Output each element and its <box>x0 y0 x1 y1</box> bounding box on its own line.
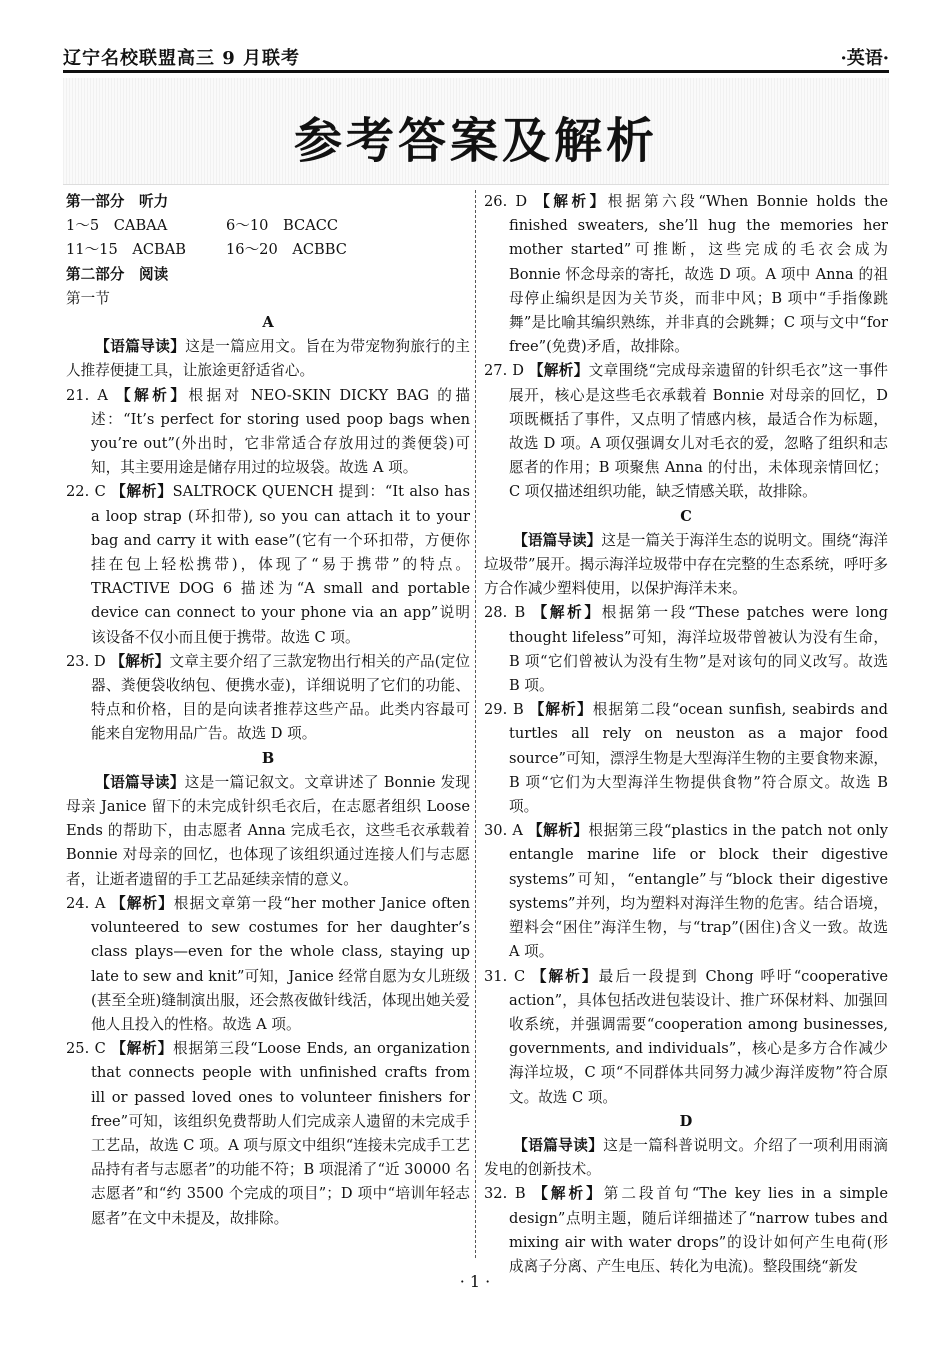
page-number: · 1 · <box>459 1272 491 1291</box>
header-rule <box>63 70 889 73</box>
q24-explanation <box>66 892 470 1037</box>
q-text: 根据第三段“Loose Ends, an organization that connects people with unfinished crafts from ill or passed loved ones to volunteer finishers for free”可知，该组织免费帮助人们完成亲人遗留的未完成手工艺品，故选 C 项。A 项与原文中组织“连接未完成手工艺品持有者与志愿者”的功能不符；B 项混淆了“近 30000 名志愿者”和“约 3500 个完成的项目”；D 项中“培训年轻志愿者”在文中未提及，故排除。 <box>91 1040 470 1227</box>
q-text: 文章围绕“完成母亲遗留的针织毛衣”这一事件展开，核心是这些毛衣承载着 Bonnie 对母亲的回忆，D 项既概括了事件，又点明了情感内核，最适合作为标题，故选 D 项。A 项仅强调女儿对毛衣的爱，忽略了组织和志愿者的作用；B 项聚焦 Anna 的付出，未体现亲情回忆；C 项仅描述组织功能，缺乏情感关联，故排除。 <box>509 362 888 501</box>
title-band <box>63 78 889 185</box>
exam-title: 辽宁名校联盟高三 9 月联考 <box>63 48 301 69</box>
q22-explanation <box>66 480 470 649</box>
analysis-tag: 【解析】 <box>533 1185 604 1203</box>
q29-explanation <box>484 698 888 819</box>
q-text: 根据对 NEO-SKIN DICKY BAG 的描述：“It’s perfect for storing used poop bags when you’re out”(外出时，它非常适合存放用过的粪便袋)可知，其主要用途是储存用过的垃圾袋。故选 A 项。 <box>91 386 470 477</box>
passage-c-letter: C <box>680 507 692 525</box>
answer-row <box>66 214 470 238</box>
passage-b-intro <box>66 771 470 892</box>
q-text: 根据第六段“When Bonnie holds the finished sweaters, she’ll hug the memories her mother started”可推断，这些完成的毛衣会成为 Bonnie 怀念母亲的寄托，故选 D 项。A 项中 Anna 的祖母停止编织是因为关节炎，而非中风；B 项中“手指像跳舞”是比喻其编织熟练，并非真的会跳舞；C 项与文中“for free”(免费)矛盾，故排除。 <box>509 193 888 356</box>
q-number: 27. D <box>484 362 529 380</box>
q-text: 根据文章第一段“her mother Janice often volunteered to sew costumes for her daughter’s class plays—even for the whole class, staying up late to sew and knit”可知，Janice 经常自愿为女儿班级(甚至全班)缝制演出服，还会熬夜做针线活，体现出她关爱他人且投入的性格。故选 A 项。 <box>91 894 470 1033</box>
analysis-tag: 【解析】 <box>110 652 170 670</box>
q-number: 30. A <box>484 822 529 840</box>
q-text: 根据第三段“plastics in the patch not only entangle marine life or block their digestive systems”可知，“entangle”与“block their digestive systems”并列，均为塑料对海洋生物的危害。结合语境，塑料会“困住”海洋生物，与“trap”(困住)含义一致。故选 A 项。 <box>509 822 888 961</box>
q-number: 25. C <box>66 1040 112 1058</box>
intro-tag: 【语篇导读】 <box>513 531 602 549</box>
analysis-tag: 【解析】 <box>528 362 589 380</box>
section2-heading: 第二部分 阅读 <box>66 265 169 283</box>
answer-range: 6～10 BCACC <box>226 217 339 235</box>
q-number: 31. C <box>484 967 532 985</box>
passage-a-intro <box>66 335 470 383</box>
q-number: 23. D <box>66 652 111 670</box>
passage-b-letter: B <box>261 749 275 767</box>
analysis-tag: 【解析】 <box>111 894 174 912</box>
intro-text: 这是一篇应用文。旨在为带宠物狗旅行的主人推荐便捷工具，让旅途更舒适省心。 <box>66 338 470 380</box>
page-header <box>63 44 889 70</box>
passage-d-letter: D <box>679 1112 693 1130</box>
q32-explanation <box>484 1182 888 1279</box>
q-text: 最后一段提到 Chong 呼吁“cooperative action”，具体包括改进包装设计、推广环保材料、加强回收系统，并强调需要“cooperation among businesses, governments, and individuals”，核心是多方合作减少海洋垃圾，C 项“不同群体共同努力减少海洋废物”符合原文。故选 C 项。 <box>509 967 888 1106</box>
answer-range: 16～20 ACBBC <box>226 241 347 259</box>
section2-sub: 第一节 <box>66 289 110 307</box>
q-number: 29. B <box>484 701 530 719</box>
left-column <box>66 190 470 1231</box>
subject-label: ·英语· <box>840 48 889 69</box>
right-column <box>484 190 888 1279</box>
q-text: 文章主要介绍了三款宠物出行相关的产品(定位器、粪便袋收纳包、便携水壶)，详细说明了它们的功能、特点和价格，目的是向读者推荐这些产品。此类内容最可能来自宠物用品广告。故选 D 项。 <box>91 652 470 743</box>
analysis-tag: 【解析】 <box>116 386 189 404</box>
q27-explanation <box>484 359 888 504</box>
intro-tag: 【语篇导读】 <box>95 773 185 791</box>
intro-tag: 【语篇导读】 <box>95 338 186 356</box>
q-number: 28. B <box>484 604 533 622</box>
analysis-tag: 【解析】 <box>111 483 173 501</box>
q-number: 24. A <box>66 894 112 912</box>
q28-explanation <box>484 601 888 698</box>
q23-explanation <box>66 650 470 747</box>
intro-text: 这是一篇科普说明文。介绍了一项利用雨滴发电的创新技术。 <box>484 1136 888 1179</box>
q-number: 21. A <box>66 386 117 404</box>
answer-range: 11～15 ACBAB <box>66 241 187 259</box>
q-number: 32. B <box>484 1185 534 1203</box>
q-text: 根据第一段“These patches were long thought lifeless”可知，海洋垃圾带曾被认为没有生命，B 项“它们曾被认为没有生物”是对该句的同义改写。故选 B 项。 <box>509 604 888 695</box>
q-text: 根据第二段“ocean sunfish, seabirds and turtles all rely on neuston as a major food source”可知，漂浮生物是大型海洋生物的主要食物来源，B 项“它们为大型海洋生物提供食物”符合原文。故选 B 项。 <box>509 701 888 816</box>
analysis-tag: 【解析】 <box>111 1040 174 1058</box>
section1-heading: 第一部分 听力 <box>66 193 169 210</box>
page-title: 参考答案及解析 <box>293 113 658 169</box>
q-number: 26. D <box>484 193 536 210</box>
intro-tag: 【语篇导读】 <box>513 1136 604 1154</box>
analysis-tag: 【解析】 <box>531 967 599 985</box>
analysis-tag: 【解析】 <box>529 701 593 719</box>
answer-range: 1～5 CABAA <box>66 217 168 235</box>
intro-text: 这是一篇关于海洋生态的说明文。围绕“海洋垃圾带”展开。揭示海洋垃圾带中存在完整的生态系统，呼吁多方合作减少塑料使用，以保护海洋未来。 <box>484 531 888 598</box>
column-divider <box>475 190 476 1258</box>
analysis-tag: 【解析】 <box>528 822 589 840</box>
q30-explanation <box>484 819 888 964</box>
q-text: SALTROCK QUENCH 提到：“It also has a loop strap (环扣带), so you can attach it to your bag and carry it with ease”(它有一个环扣带，方便你挂在包上轻松携带)，体现了“易于携带”的特点。TRACTIVE DOG 6 描述为“A small and portable device can connect to your phone via an app”说明该设备不仅小而且便于携带。故选 C 项。 <box>91 483 470 646</box>
passage-c-intro <box>484 529 888 602</box>
analysis-tag: 【解析】 <box>535 193 608 210</box>
answer-row <box>66 238 470 262</box>
q25-explanation <box>66 1037 470 1231</box>
intro-text: 这是一篇记叙文。文章讲述了 Bonnie 发现母亲 Janice 留下的未完成针织毛衣后，在志愿者组织 Loose Ends 的帮助下，由志愿者 Anna 完成毛衣，这些毛衣承载着 Bonnie 对母亲的回忆，也体现了该组织通过连接人们与志愿者，让逝者遗留的手工艺品延续亲情的意义。 <box>66 773 470 888</box>
passage-d-intro <box>484 1134 888 1182</box>
q-number: 22. C <box>66 483 112 501</box>
q-text: 第二段首句“The key lies in a simple design”点明主题，随后详细描述了“narrow tubes and mixing air with water drops”的设计如何产生电荷(形成离子分离、产生电压、转化为电流)。整段围绕“新发 <box>509 1185 888 1275</box>
q26-explanation <box>484 190 888 359</box>
analysis-tag: 【解析】 <box>532 604 602 622</box>
passage-a-letter: A <box>262 314 274 332</box>
q31-explanation <box>484 965 888 1110</box>
q21-explanation <box>66 384 470 481</box>
